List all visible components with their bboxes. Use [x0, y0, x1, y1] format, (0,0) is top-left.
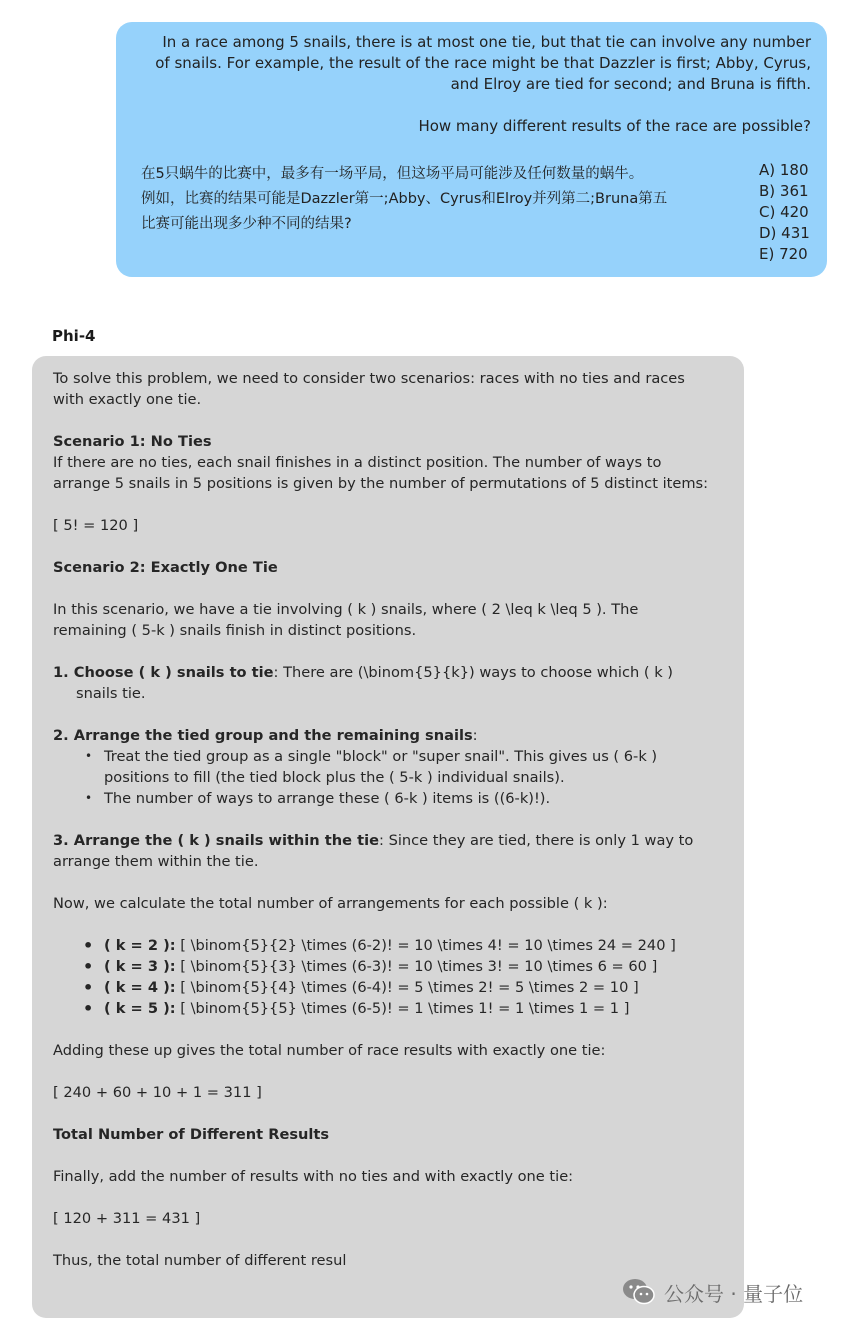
k-case-expr: [ \binom{5}{3} \times (6-3)! = 10 \times 3! = 10 \times 6 = 60 ] [175, 958, 658, 975]
watermark [622, 1276, 803, 1308]
scenario-1-heading: Scenario 1: No Ties [53, 433, 212, 450]
question-line: In a race among 5 snails, there is at most one tie, but that tie can involve any number [162, 33, 811, 51]
k-case-label: ( k = 3 ): [104, 958, 176, 975]
question-zh-line: 比赛可能出现多少种不同的结果? [141, 216, 352, 232]
sum-formula: [ 240 + 60 + 10 + 1 = 311 ] [53, 1084, 262, 1101]
step-2-colon: : [472, 727, 478, 744]
total-formula: [ 120 + 311 = 431 ] [53, 1210, 201, 1227]
choice-e: E) 720 [759, 245, 808, 263]
step-2 [53, 725, 714, 809]
question-line: of snails. For example, the result of the race might be that Dazzler is first; Abby, Cyrus, [155, 54, 811, 72]
list-item: • The number of ways to arrange these ( 6-k ) items is ((6-k)!). [77, 788, 714, 809]
choice-d: D) 431 [759, 224, 810, 242]
k-case-label: ( k = 2 ): [104, 937, 176, 954]
question-chinese [141, 162, 731, 237]
model-response-bubble [32, 356, 744, 1318]
k-case-expr: [ \binom{5}{4} \times (6-4)! = 5 \times 2! = 5 \times 2 = 10 ] [175, 979, 639, 996]
list-item [77, 977, 714, 998]
answer-intro: To solve this problem, we need to consider two scenarios: races with no ties and races with exactly one tie. [53, 370, 685, 408]
total-heading: Total Number of Different Results [53, 1126, 330, 1143]
choice-b: B) 361 [759, 182, 809, 200]
k-case-label: ( k = 5 ): [104, 1000, 176, 1017]
sum-intro: Adding these up gives the total number of race results with exactly one tie: [53, 1042, 606, 1059]
calc-intro: Now, we calculate the total number of arrangements for each possible ( k ): [53, 895, 608, 912]
list-item [77, 935, 714, 956]
k-case-expr: [ \binom{5}{2} \times (6-2)! = 10 \times 4! = 10 \times 24 = 240 ] [175, 937, 676, 954]
total-intro: Finally, add the number of results with no ties and with exactly one tie: [53, 1168, 574, 1185]
question-zh-line: 例如，比赛的结果可能是Dazzler第一;Abby、Cyrus和Elroy并列第二;Bruna第五 [141, 191, 668, 207]
user-message-bubble [116, 22, 827, 277]
step-2-bullets [53, 746, 714, 809]
model-name-label: Phi-4 [52, 327, 96, 345]
watermark-text: 公众号 · 量子位 [664, 1281, 804, 1306]
question-ask: How many different results of the race are possible? [418, 117, 811, 135]
choice-a: A) 180 [759, 161, 809, 179]
step-1-text: : There are (\binom{5}{k}) ways to choose which ( k ) snails tie. [76, 664, 673, 702]
question-zh-line: 在5只蜗牛的比赛中，最多有一场平局，但这场平局可能涉及任何数量的蜗牛。 [141, 166, 644, 182]
conclusion-text: Thus, the total number of different resul [53, 1252, 347, 1269]
step-1-title: 1. Choose ( k ) snails to tie [53, 664, 274, 681]
scenario-2-heading: Scenario 2: Exactly One Tie [53, 559, 278, 576]
answer-choices [759, 160, 810, 265]
step-3 [53, 830, 714, 872]
list-item: • Treat the tied group as a single "block" or "super snail". This gives us ( 6-k ) positions to fill (the tied block plus the ( 5-k ) individual snails). [77, 746, 714, 788]
k-case-label: ( k = 4 ): [104, 979, 176, 996]
list-item [77, 998, 714, 1019]
question-english [121, 32, 811, 137]
question-line: and Elroy are tied for second; and Bruna is fifth. [450, 75, 811, 93]
scenario-2-text: In this scenario, we have a tie involving ( k ) snails, where ( 2 \leq k \leq 5 ). The remaining ( 5-k ) snails finish in distinct positions. [53, 601, 639, 639]
choice-c: C) 420 [759, 203, 809, 221]
scenario-1-text: If there are no ties, each snail finishes in a distinct position. The number of ways to arrange 5 snails in 5 positions is given by the number of permutations of 5 distinct items: [53, 454, 709, 492]
step-3-text: : Since they are tied, there is only 1 way to arrange them within the tie. [53, 832, 694, 870]
list-item [77, 956, 714, 977]
scenario-1-formula: [ 5! = 120 ] [53, 517, 139, 534]
step-2-title: 2. Arrange the tied group and the remaining snails [53, 727, 473, 744]
wechat-icon [622, 1277, 656, 1307]
step-1 [53, 662, 714, 704]
k-case-expr: [ \binom{5}{5} \times (6-5)! = 1 \times 1! = 1 \times 1 = 1 ] [175, 1000, 630, 1017]
k-case-list [53, 935, 714, 1019]
step-3-title: 3. Arrange the ( k ) snails within the tie [53, 832, 380, 849]
